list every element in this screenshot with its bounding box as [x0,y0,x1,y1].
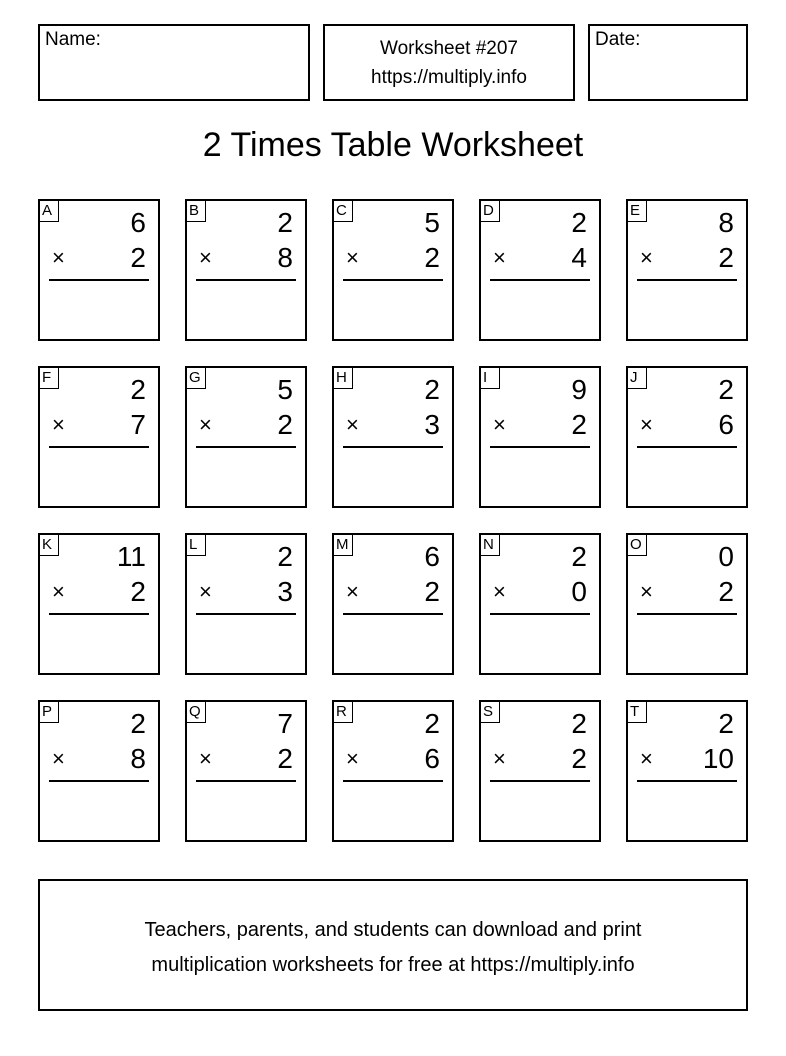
multiplicand: 2 [571,541,587,572]
multiplicand: 2 [571,708,587,739]
answer-line [49,613,149,615]
problem-m [332,533,454,675]
answer-line [490,613,590,615]
multiplicand: 7 [277,708,293,739]
multiply-sign: × [493,245,506,270]
problem-letter: B [187,201,206,222]
name-box [38,24,310,101]
problem-j [626,366,748,508]
multiplicand: 9 [571,374,587,405]
problem-t [626,700,748,842]
problem-l [185,533,307,675]
multiplier: 2 [130,576,146,607]
multiply-sign: × [52,245,65,270]
problem-f [38,366,160,508]
multiplicand: 2 [277,541,293,572]
problem-d [479,199,601,341]
problem-o [626,533,748,675]
name-label: Name: [45,29,101,50]
multiplier: 3 [424,409,440,440]
multiplier: 2 [571,409,587,440]
answer-line [637,279,737,281]
multiplicand: 2 [718,708,734,739]
problem-q [185,700,307,842]
multiplier: 8 [130,743,146,774]
problem-letter: C [334,201,353,222]
problem-letter: A [40,201,59,222]
multiplier: 0 [571,576,587,607]
footer-line-2: multiplication worksheets for free at https://multiply.info [151,954,635,976]
multiplier: 2 [277,743,293,774]
multiplier: 2 [277,409,293,440]
problem-letter: O [628,535,647,556]
answer-line [49,780,149,782]
problem-letter: K [40,535,59,556]
multiply-sign: × [346,245,359,270]
problem-h [332,366,454,508]
answer-line [49,446,149,448]
problem-k [38,533,160,675]
answer-line [637,780,737,782]
multiply-sign: × [640,746,653,771]
answer-line [196,780,296,782]
problem-letter: Q [187,702,206,723]
multiply-sign: × [640,579,653,604]
multiply-sign: × [199,245,212,270]
answer-line [343,446,443,448]
problem-g [185,366,307,508]
multiplier: 6 [424,743,440,774]
answer-line [343,780,443,782]
problem-letter: I [481,368,500,389]
problem-b [185,199,307,341]
multiplicand: 0 [718,541,734,572]
multiplier: 10 [702,743,734,774]
problem-s [479,700,601,842]
date-box [588,24,748,101]
answer-line [637,613,737,615]
multiplier: 4 [571,242,587,273]
multiplicand: 11 [116,541,146,572]
problem-letter: R [334,702,353,723]
answer-line [343,613,443,615]
multiplier: 2 [718,576,734,607]
multiplier: 8 [277,242,293,273]
multiplier: 2 [424,576,440,607]
multiplicand: 5 [277,374,293,405]
problem-letter: S [481,702,500,723]
problem-i [479,366,601,508]
footer-line-1: Teachers, parents, and students can download and print [144,919,642,941]
multiplier: 2 [424,242,440,273]
multiply-sign: × [52,412,65,437]
problem-letter: G [187,368,206,389]
multiplicand: 6 [130,207,146,238]
problem-e [626,199,748,341]
answer-line [490,446,590,448]
multiply-sign: × [493,746,506,771]
problem-letter: E [628,201,647,222]
problem-letter: D [481,201,500,222]
date-label: Date: [595,29,641,50]
answer-line [490,780,590,782]
problem-letter: L [187,535,206,556]
multiplier: 6 [718,409,734,440]
answer-line [196,279,296,281]
multiply-sign: × [199,579,212,604]
multiplier: 7 [130,409,146,440]
footer-box [38,879,748,1011]
multiply-sign: × [199,412,212,437]
problem-n [479,533,601,675]
worksheet-number: Worksheet #207 [379,38,518,59]
problem-r [332,700,454,842]
multiply-sign: × [199,746,212,771]
answer-line [490,279,590,281]
multiplicand: 2 [571,207,587,238]
multiplicand: 2 [424,374,440,405]
answer-line [343,279,443,281]
multiplicand: 5 [424,207,440,238]
multiplier: 2 [130,242,146,273]
problem-a [38,199,160,341]
problem-letter: N [481,535,500,556]
multiplicand: 2 [130,708,146,739]
problem-letter: P [40,702,59,723]
multiply-sign: × [640,245,653,270]
problem-letter: F [40,368,59,389]
website-link: https://multiply.info [371,67,527,88]
problem-letter: J [628,368,647,389]
multiply-sign: × [346,746,359,771]
multiplicand: 6 [424,541,440,572]
problem-c [332,199,454,341]
multiplier: 2 [571,743,587,774]
multiply-sign: × [52,746,65,771]
multiplicand: 2 [130,374,146,405]
answer-line [196,613,296,615]
problem-letter: M [334,535,353,556]
multiply-sign: × [346,412,359,437]
multiplier: 2 [718,242,734,273]
answer-line [637,446,737,448]
answer-line [196,446,296,448]
page-title: 2 Times Table Worksheet [202,126,584,164]
problem-p [38,700,160,842]
problem-letter: H [334,368,353,389]
multiply-sign: × [640,412,653,437]
multiplicand: 2 [718,374,734,405]
multiply-sign: × [52,579,65,604]
multiply-sign: × [346,579,359,604]
multiply-sign: × [493,579,506,604]
multiplicand: 8 [718,207,734,238]
multiply-sign: × [493,412,506,437]
answer-line [49,279,149,281]
worksheet-info-box [323,24,575,101]
multiplicand: 2 [277,207,293,238]
multiplicand: 2 [424,708,440,739]
multiplier: 3 [277,576,293,607]
problem-letter: T [628,702,647,723]
